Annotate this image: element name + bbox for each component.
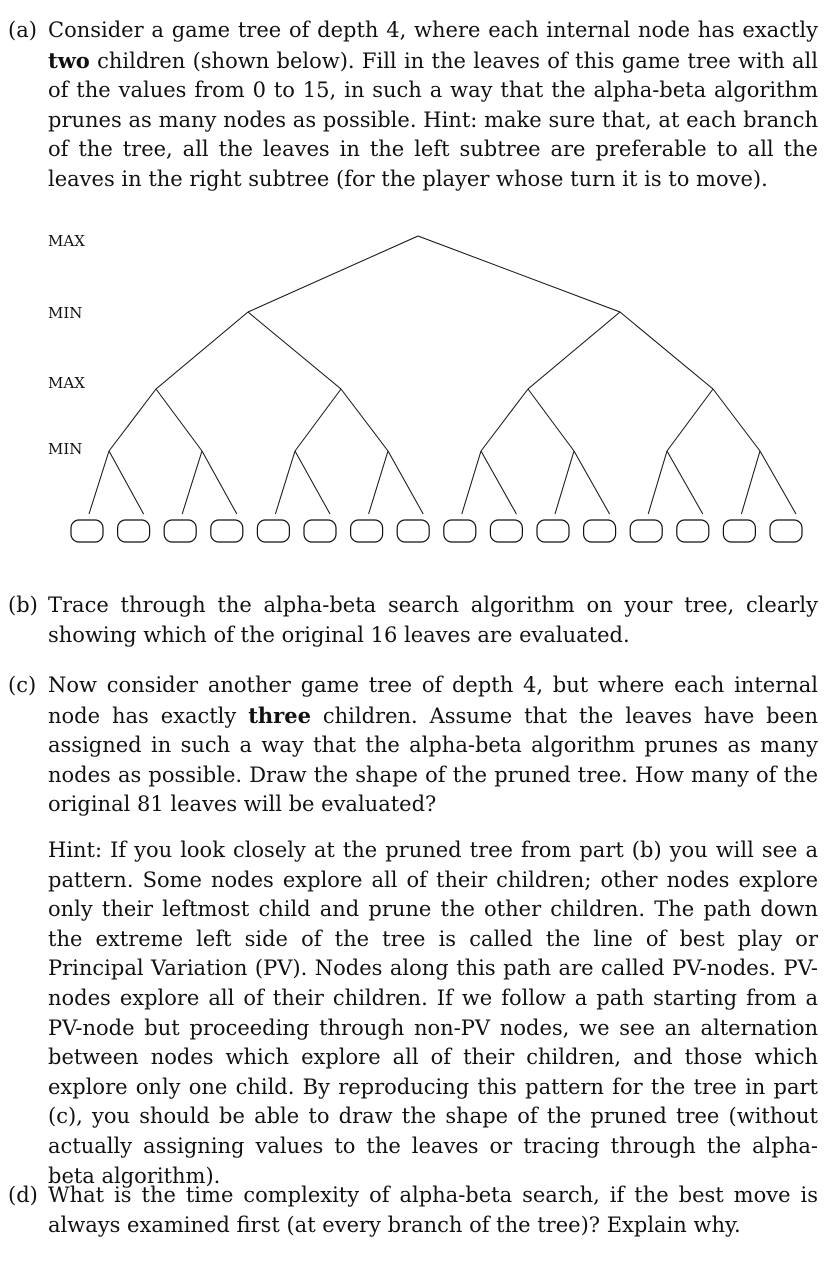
leaf-box <box>71 520 103 542</box>
leaf-box <box>257 520 289 542</box>
tree-edge <box>620 312 713 389</box>
leaf-box <box>490 520 522 542</box>
leaf-edge <box>760 451 796 514</box>
level-label-min-3: MIN <box>48 440 83 458</box>
leaf-box <box>723 520 755 542</box>
question-b-label: (b) <box>8 593 38 617</box>
leaf-edge <box>275 451 295 514</box>
tree-edge <box>248 312 341 389</box>
tree-edge <box>481 389 528 451</box>
question-a-text <box>48 16 818 195</box>
leaf-edge <box>555 451 574 514</box>
question-c-label: (c) <box>8 673 37 697</box>
question-d-text: What is the time complexity of alpha-beta search, if the best move is always examined first (at every branch of the tree)? Explain why. <box>48 1183 818 1237</box>
question-b <box>8 591 818 650</box>
question-c-bold: three <box>248 702 311 728</box>
level-label-max-0: MAX <box>48 232 85 250</box>
tree-edge <box>295 389 341 451</box>
leaf-edge <box>741 451 760 514</box>
question-a-text-part2: children (shown below). Fill in the leaves of this game tree with all of the values from 0 to 15, in such a way that the alpha-beta algorithm prunes as many nodes as possible. Hint: make sure that, at each branch of the tree, all the leaves in the left subtree are preferable to all the leaves in the right subtree (for the player whose turn it is to move). <box>48 48 818 191</box>
tree-edge <box>418 236 620 312</box>
question-c-text-part1: Now consider another game tree of depth 4, but where each internal node has exactly <box>48 673 818 728</box>
tree-leaves <box>71 520 802 542</box>
leaf-box <box>351 520 383 542</box>
leaf-edge <box>182 451 202 514</box>
leaf-edge <box>462 451 481 514</box>
level-label-min-1: MIN <box>48 304 83 322</box>
leaf-edge <box>481 451 516 514</box>
question-b-text: Trace through the alpha-beta search algorithm on your tree, clearly showing which of the original 16 leaves are evaluated. <box>48 593 818 647</box>
question-c-text-part2: children. Assume that the leaves have been assigned in such a way that the alpha-beta algorithm prunes as many nodes as possible. Draw the shape of the pruned tree. How many of the original 81 leaves will be evaluated? <box>48 703 818 817</box>
leaf-box <box>770 520 802 542</box>
tree-edge <box>109 389 156 451</box>
leaf-edge <box>648 451 667 514</box>
question-c-text <box>48 671 818 820</box>
tree-edges <box>89 236 796 514</box>
question-d <box>8 1181 818 1240</box>
leaf-box <box>118 520 150 542</box>
question-a-text-part1: Consider a game tree of depth 4, where each internal node has exactly <box>48 18 818 42</box>
leaf-edge <box>202 451 237 514</box>
question-a-bold: two <box>48 47 90 73</box>
leaf-box <box>630 520 662 542</box>
leaf-box <box>211 520 243 542</box>
leaf-edge <box>667 451 703 514</box>
game-tree-diagram <box>0 222 828 552</box>
leaf-edge <box>388 451 423 514</box>
tree-edge <box>528 312 620 389</box>
leaf-box <box>444 520 476 542</box>
leaf-box <box>304 520 336 542</box>
tree-edge <box>248 236 418 312</box>
leaf-box <box>397 520 429 542</box>
leaf-edge <box>369 451 388 514</box>
question-c-hint: Hint: If you look closely at the pruned tree from part (b) you will see a pattern. Some nodes explore all of their children; other nodes explore only their leftmost child and prune the other children. The path down the extreme left side of the tree is called the line of best play or Principal Variation (PV). Nodes along this path are called PV-nodes. PV-nodes explore all of their children. If we follow a path starting from a PV-node but proceeding through non-PV nodes, we see an alternation between nodes which explore all of their children, and those which explore only one child. By reproducing this pattern for the tree in part (c), you should be able to draw the shape of the pruned tree (without actually assigning values to the leaves or tracing through the alpha-beta algorithm). <box>48 837 818 1188</box>
tree-edge <box>667 389 713 451</box>
question-d-label: (d) <box>8 1183 38 1207</box>
tree-edge <box>156 312 248 389</box>
leaf-box <box>164 520 196 542</box>
tree-edge <box>528 389 574 451</box>
leaf-edge <box>295 451 330 514</box>
leaf-edge <box>89 451 109 514</box>
tree-edge <box>341 389 388 451</box>
leaf-box <box>537 520 569 542</box>
question-a <box>8 16 818 195</box>
tree-edge <box>156 389 202 451</box>
leaf-edge <box>574 451 610 514</box>
leaf-box <box>584 520 616 542</box>
leaf-box <box>677 520 709 542</box>
tree-edge <box>713 389 760 451</box>
level-label-max-2: MAX <box>48 374 85 392</box>
question-a-label: (a) <box>8 18 37 42</box>
question-c <box>8 671 818 1191</box>
leaf-edge <box>109 451 144 514</box>
